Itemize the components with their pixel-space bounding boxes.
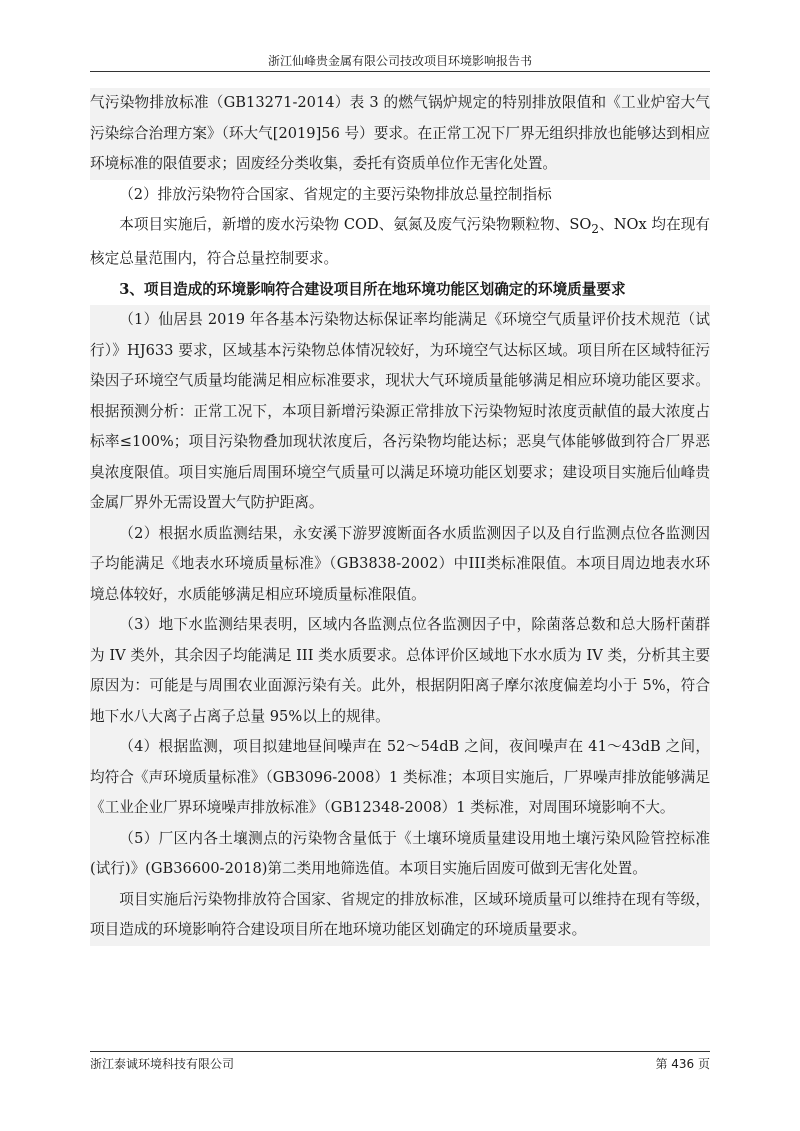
document-body (90, 88, 710, 946)
footer-page-number: 第 436 页 (655, 1057, 710, 1071)
paragraph-groundwater: （3）地下水监测结果表明，区域内各监测点位各监测因子中，除菌落总数和总大肠杆菌群为 IV 类外，其余因子均能满足 III 类水质要求。总体评价区域地下水水质为 IV 类，分析其主要原因为：可能是与周围农业面源污染有关。此外，根据阴阳离子摩尔浓度偏差均小于 5%，符合地下水八大离子占离子总量 95%以上的规律。 (90, 610, 710, 732)
page-header: 浙江仙峰贵金属有限公司技改项目环境影响报告书 (267, 54, 532, 68)
paragraph-emission-standards: 气污染物排放标准（GB13271-2014）表 3 的燃气锅炉规定的特别排放限值和《工业炉窑大气污染综合治理方案》（环大气[2019]56 号）要求。在正常工况下厂界无组织排放也能够达到相应环境标准的限值要求；固废经分类收集，委托有资质单位作无害化处置。 (90, 88, 710, 180)
paragraph-total-control (90, 210, 710, 275)
paragraph-total-control-text-a: 本项目实施后，新增的废水污染物 COD、氨氮及废气污染物颗粒物、SO (119, 216, 592, 233)
paragraph-total-control-text-b: 、NOx 均在现有核定总量范围内，符合总量控制要求。 (90, 216, 710, 268)
footer-divider (90, 1051, 710, 1052)
paragraph-noise: （4）根据监测，项目拟建地昼间噪声在 52～54dB 之间，夜间噪声在 41～43dB 之间，均符合《声环境质量标准》（GB3096-2008）1 类标准；本项目实施后，厂界噪声排放能够满足《工业企业厂界环境噪声排放标准》（GB12348-2008）1 类标准，对周围环境影响不大。 (90, 732, 710, 824)
header-divider (90, 71, 710, 72)
section-heading-3: 3、项目造成的环境影响符合建设项目所在地环境功能区划确定的环境质量要求 (119, 280, 626, 298)
paragraph-conclusion: 项目实施后污染物排放符合国家、省规定的排放标准，区域环境质量可以维持在现有等级，项目造成的环境影响符合建设项目所在地环境功能区划确定的环境质量要求。 (90, 885, 710, 946)
footer-company: 浙江泰诚环境科技有限公司 (90, 1057, 235, 1071)
so2-subscript: 2 (591, 221, 600, 236)
paragraph-air-quality: （1）仙居县 2019 年各基本污染物达标保证率均能满足《环境空气质量评价技术规范（试行）》HJ633 要求，区域基本污染物总体情况较好，为环境空气达标区域。项目所在区域特征污染因子环境空气质量均能满足相应标准要求，现状大气环境质量能够满足相应环境功能区要求。根据预测分析：正常工况下，本项目新增污染源正常排放下污染物短时浓度贡献值的最大浓度占标率≤100%；项目污染物叠加现状浓度后，各污染物均能达标；恶臭气体能够做到符合厂界恶臭浓度限值。项目实施后周围环境空气质量可以满足环境功能区划要求；建设项目实施后仙峰贵金属厂界外无需设置大气防护距离。 (90, 305, 710, 519)
paragraph-soil: （5）厂区内各土壤测点的污染物含量低于《土壤环境质量建设用地土壤污染风险管控标准(试行)》(GB36600-2018)第二类用地筛选值。本项目实施后固废可做到无害化处置。 (90, 824, 710, 885)
paragraph-total-control-heading: （2）排放污染物符合国家、省规定的主要污染物排放总量控制指标 (119, 185, 552, 203)
paragraph-surface-water: （2）根据水质监测结果，永安溪下游罗渡断面各水质监测因子以及自行监测点位各监测因子均能满足《地表水环境质量标准》（GB3838-2002）中III类标准限值。本项目周边地表水环境总体较好，水质能够满足相应环境质量标准限值。 (90, 519, 710, 611)
